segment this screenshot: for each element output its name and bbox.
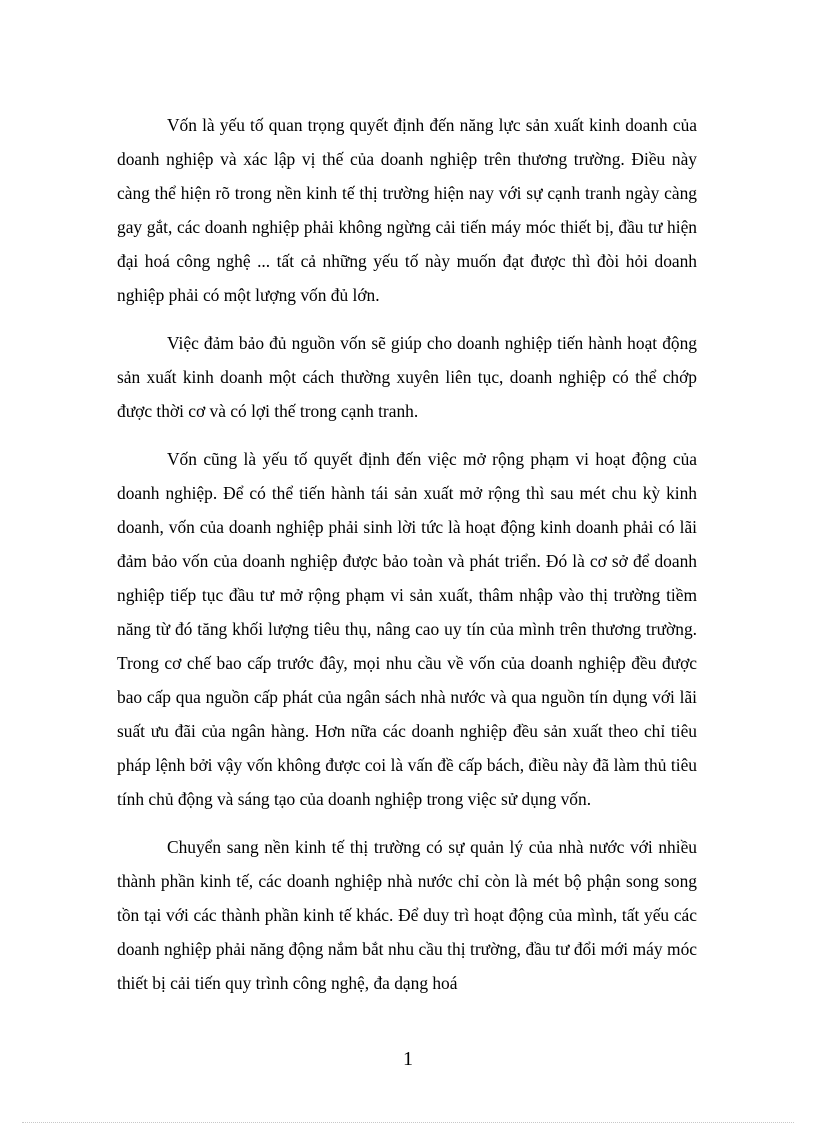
page-number: 1 bbox=[403, 1048, 413, 1070]
paragraph: Chuyển sang nền kinh tế thị trường có sự quản lý của nhà nước với nhiều thành phần kinh tế, các doanh nghiệp nhà nước chỉ còn là mét bộ phận song song tồn tại với các thành phần kinh tế khác. Để duy trì hoạt động của mình, tất yếu các doanh nghiệp phải năng động nắm bắt nhu cầu thị trường, đầu tư đổi mới máy móc thiết bị cải tiến quy trình công nghệ, đa dạng hoá bbox=[117, 837, 697, 993]
paragraph: Vốn cũng là yếu tố quyết định đến việc mở rộng phạm vi hoạt động của doanh nghiệp. Để có thể tiến hành tái sản xuất mở rộng thì sau mét chu kỳ kinh doanh, vốn của doanh nghiệp phải sinh lời tức là hoạt động kinh doanh phải có lãi đảm bảo vốn của doanh nghiệp được bảo toàn và phát triển. Đó là cơ sở để doanh nghiệp tiếp tục đầu tư mở rộng phạm vi sản xuất, thâm nhập vào thị trường tiềm năng từ đó tăng khối lượng tiêu thụ, nâng cao uy tín của mình trên thương trường. Trong cơ chế bao cấp trước đây, mọi nhu cầu về vốn của doanh nghiệp đều được bao cấp qua nguồn cấp phát của ngân sách nhà nước và qua nguồn tín dụng với lãi suất ưu đãi của ngân hàng. Hơn nữa các doanh nghiệp đều sản xuất theo chỉ tiêu pháp lệnh bởi vậy vốn không được coi là vấn đề cấp bách, điều này đã làm thủ tiêu tính chủ động và sáng tạo của doanh nghiệp trong việc sử dụng vốn. bbox=[117, 449, 697, 809]
paragraph: Việc đảm bảo đủ nguồn vốn sẽ giúp cho doanh nghiệp tiến hành hoạt động sản xuất kinh doanh một cách thường xuyên liên tục, doanh nghiệp có thể chớp được thời cơ và có lợi thế trong cạnh tranh. bbox=[117, 333, 697, 421]
body-text bbox=[117, 108, 697, 1014]
paragraph: Vốn là yếu tố quan trọng quyết định đến năng lực sản xuất kinh doanh của doanh nghiệp và xác lập vị thế của doanh nghiệp trên thương trường. Điều này càng thể hiện rõ trong nền kinh tế thị trường hiện nay với sự cạnh tranh ngày càng gay gắt, các doanh nghiệp phải không ngừng cải tiến máy móc thiết bị, đầu tư hiện đại hoá công nghệ ... tất cả những yếu tố này muốn đạt được thì đòi hỏi doanh nghiệp phải có một lượng vốn đủ lớn. bbox=[117, 115, 697, 305]
